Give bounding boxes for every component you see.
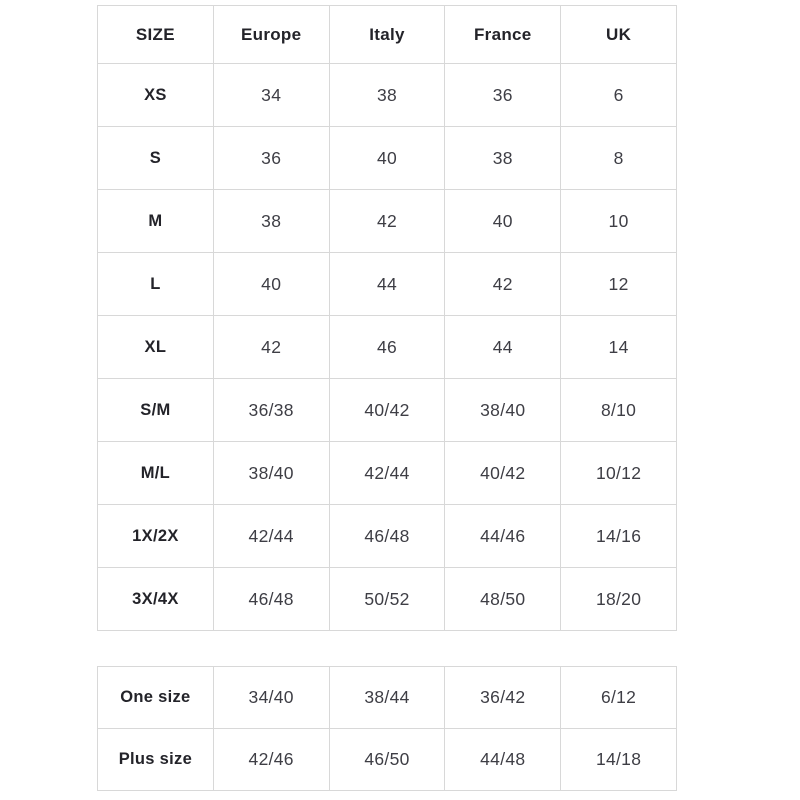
size-cell: L [98, 253, 214, 316]
value-cell: 18/20 [561, 568, 677, 631]
size-cell: 1X/2X [98, 505, 214, 568]
size-cell: Plus size [98, 729, 214, 791]
value-cell: 38 [329, 64, 445, 127]
table-row-1x-2x [98, 505, 677, 568]
value-cell: 12 [561, 253, 677, 316]
value-cell: 44 [329, 253, 445, 316]
table-body [98, 667, 677, 791]
value-cell: 42/46 [213, 729, 329, 791]
value-cell: 40 [445, 190, 561, 253]
table-row-3x-4x [98, 568, 677, 631]
size-conversion-table [97, 5, 677, 631]
size-cell: M/L [98, 442, 214, 505]
header-cell-france: France [445, 6, 561, 64]
size-cell: 3X/4X [98, 568, 214, 631]
value-cell: 36 [445, 64, 561, 127]
header-cell-europe: Europe [213, 6, 329, 64]
table-row-plus-size [98, 729, 677, 791]
table-row-s [98, 127, 677, 190]
header-cell-italy: Italy [329, 6, 445, 64]
value-cell: 44 [445, 316, 561, 379]
value-cell: 14 [561, 316, 677, 379]
value-cell: 10/12 [561, 442, 677, 505]
value-cell: 40/42 [329, 379, 445, 442]
value-cell: 50/52 [329, 568, 445, 631]
table-row-one-size [98, 667, 677, 729]
table-header [98, 6, 677, 64]
value-cell: 42 [213, 316, 329, 379]
value-cell: 10 [561, 190, 677, 253]
value-cell: 38/40 [213, 442, 329, 505]
size-cell: XL [98, 316, 214, 379]
value-cell: 38 [213, 190, 329, 253]
value-cell: 42/44 [329, 442, 445, 505]
header-cell-uk: UK [561, 6, 677, 64]
size-cell: One size [98, 667, 214, 729]
value-cell: 34/40 [213, 667, 329, 729]
value-cell: 44/46 [445, 505, 561, 568]
value-cell: 40/42 [445, 442, 561, 505]
value-cell: 38/40 [445, 379, 561, 442]
value-cell: 42 [329, 190, 445, 253]
value-cell: 14/18 [561, 729, 677, 791]
value-cell: 40 [213, 253, 329, 316]
value-cell: 14/16 [561, 505, 677, 568]
table-row-m-l [98, 442, 677, 505]
table-body [98, 64, 677, 631]
header-cell-size: SIZE [98, 6, 214, 64]
value-cell: 46/48 [329, 505, 445, 568]
value-cell: 8 [561, 127, 677, 190]
value-cell: 36/38 [213, 379, 329, 442]
table-row-m [98, 190, 677, 253]
special-sizes-table [97, 666, 677, 791]
value-cell: 46/48 [213, 568, 329, 631]
value-cell: 38/44 [329, 667, 445, 729]
value-cell: 6 [561, 64, 677, 127]
value-cell: 34 [213, 64, 329, 127]
value-cell: 46 [329, 316, 445, 379]
value-cell: 48/50 [445, 568, 561, 631]
header-row [98, 6, 677, 64]
value-cell: 44/48 [445, 729, 561, 791]
value-cell: 38 [445, 127, 561, 190]
value-cell: 8/10 [561, 379, 677, 442]
table-row-xs [98, 64, 677, 127]
size-cell: M [98, 190, 214, 253]
table-row-l [98, 253, 677, 316]
value-cell: 46/50 [329, 729, 445, 791]
size-cell: S/M [98, 379, 214, 442]
size-cell: S [98, 127, 214, 190]
value-cell: 36/42 [445, 667, 561, 729]
value-cell: 36 [213, 127, 329, 190]
value-cell: 6/12 [561, 667, 677, 729]
value-cell: 40 [329, 127, 445, 190]
table-row-s-m [98, 379, 677, 442]
value-cell: 42 [445, 253, 561, 316]
value-cell: 42/44 [213, 505, 329, 568]
size-cell: XS [98, 64, 214, 127]
table-row-xl [98, 316, 677, 379]
